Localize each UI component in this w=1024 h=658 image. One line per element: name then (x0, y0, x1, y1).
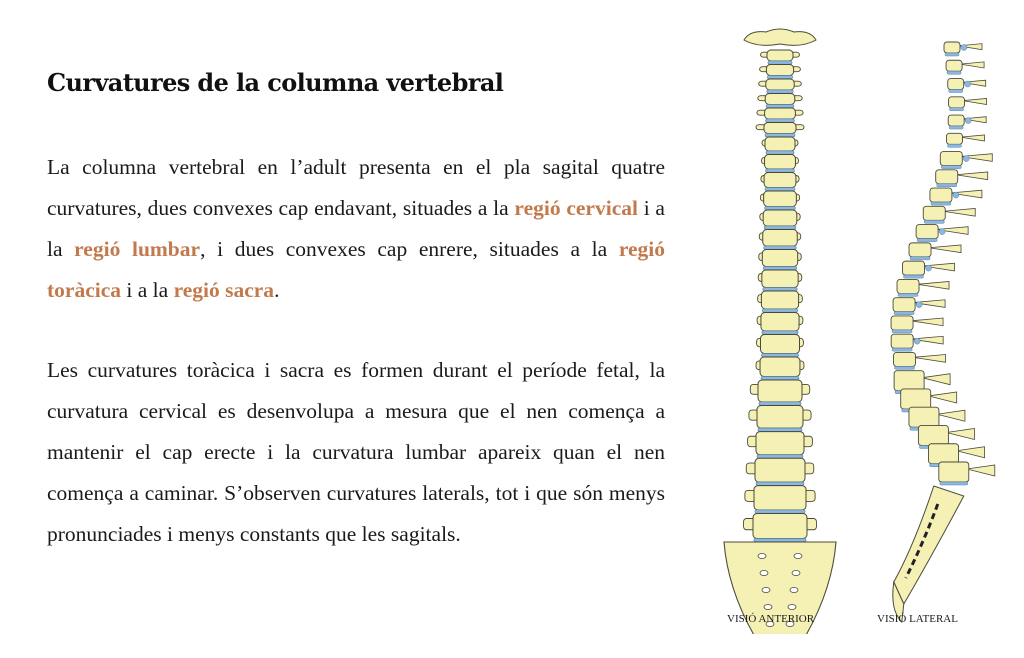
rib-facet (939, 229, 945, 235)
spinous-process (960, 135, 984, 141)
rib-facet (925, 265, 931, 271)
vertebra-lateral (930, 188, 952, 202)
vertebra-anterior (763, 210, 797, 226)
rib-facet (916, 302, 922, 308)
intervertebral-disc (892, 330, 912, 333)
intervertebral-disc (903, 275, 923, 278)
vertebra-anterior (753, 514, 807, 539)
intervertebral-disc (759, 402, 801, 405)
sacral-foramen (758, 553, 766, 558)
intervertebral-disc (947, 144, 961, 147)
sacral-foramen (762, 587, 770, 592)
intervertebral-disc (924, 220, 944, 223)
vertebra-anterior (755, 458, 805, 482)
intervertebral-disc (766, 151, 794, 154)
paragraph1-text: . (274, 278, 280, 302)
rib-facet (965, 81, 971, 87)
rib-facet (953, 192, 959, 198)
intervertebral-disc (766, 119, 795, 122)
intervertebral-disc (758, 428, 802, 431)
intervertebral-disc (765, 188, 795, 191)
vertebra-anterior (764, 173, 796, 188)
intervertebral-disc (941, 166, 961, 169)
intervertebral-disc (917, 239, 937, 242)
intervertebral-disc (763, 267, 796, 270)
intervertebral-disc (762, 331, 798, 334)
sacral-foramen (788, 604, 796, 609)
paragraph1-text: , i dues convexes cap enrere, situades a la (200, 237, 619, 261)
vertebra-lateral (894, 371, 924, 391)
intervertebral-disc (761, 377, 799, 380)
intervertebral-disc (949, 126, 963, 129)
spinous-process (922, 374, 950, 385)
spinous-process (956, 172, 988, 180)
sacral-foramen (794, 553, 802, 558)
intervertebral-disc (763, 288, 797, 291)
vertebra-lateral (909, 243, 931, 257)
vertebra-lateral (949, 97, 965, 108)
vertebra-lateral (940, 152, 962, 166)
rib-facet (965, 118, 971, 124)
vertebra-anterior (764, 191, 797, 207)
vertebra-lateral (936, 170, 958, 184)
vertebra-lateral (893, 298, 915, 312)
spinous-process (957, 447, 985, 458)
intervertebral-disc (767, 76, 792, 79)
intervertebral-disc (768, 61, 792, 64)
rib-facet (914, 338, 920, 344)
intervertebral-disc (755, 510, 805, 513)
vertebra-anterior (761, 335, 800, 354)
sacral-foramen (792, 570, 800, 575)
highlight-thoracic: regió toràcica (47, 237, 665, 302)
vertebra-anterior (762, 270, 798, 288)
vertebra-lateral (918, 425, 948, 445)
vertebra-anterior (765, 137, 795, 151)
vertebra-lateral (923, 206, 945, 220)
spinous-process (937, 410, 965, 421)
vertebra-lateral (929, 444, 959, 464)
spinous-process (960, 62, 984, 68)
intervertebral-disc (892, 348, 912, 351)
spinous-process (967, 465, 995, 476)
paragraph-curvatures (47, 147, 665, 311)
intervertebral-disc (764, 246, 797, 249)
highlight-lumbar: regió lumbar (74, 237, 201, 261)
intervertebral-disc (898, 293, 918, 296)
vertebra-anterior (767, 50, 793, 61)
intervertebral-disc (765, 134, 795, 137)
vertebra-anterior (756, 432, 804, 455)
atlas-vertebra (744, 29, 816, 45)
intervertebral-disc (762, 354, 799, 357)
vertebra-anterior (754, 486, 806, 510)
vertebra-anterior (764, 123, 796, 134)
vertebra-lateral (946, 60, 962, 71)
spinous-process (911, 318, 943, 326)
spine-illustration (700, 14, 1020, 634)
intervertebral-disc (937, 184, 957, 187)
intervertebral-disc (765, 207, 796, 210)
intervertebral-disc (945, 53, 959, 56)
spinous-process (929, 392, 957, 403)
vertebra-anterior (760, 357, 800, 377)
spinous-process (917, 281, 949, 289)
vertebra-anterior (762, 250, 797, 267)
paragraph1-text: La columna vertebral en l’adult presenta en el pla sagital quatre curvatures, dues convexes cap endavant, situades a la (47, 155, 665, 220)
vertebra-lateral (909, 407, 939, 427)
intervertebral-disc (910, 257, 930, 260)
rib-facet (963, 156, 969, 162)
vertebra-anterior (766, 79, 794, 90)
vertebra-anterior (765, 108, 796, 119)
highlight-cervical: regió cervical (514, 196, 638, 220)
caption-lateral-view: VISIÓ LATERAL (877, 613, 958, 625)
intervertebral-disc (754, 539, 806, 542)
caption-anterior-view: VISIÓ ANTERIOR (727, 613, 815, 625)
paragraph-development: Les curvatures toràcica i sacra es formen durant el període fetal, la curvatura cervical es desenvolupa a mesura que el nen comença a mantenir el cap erecte i la curvatura lumbar apareix quan el nen comença a caminar. S’observen curvatures laterals, tot i que són menys pronunciades i menys constants que les sagitals. (47, 358, 665, 546)
sacral-foramen (760, 570, 768, 575)
intervertebral-disc (949, 90, 963, 93)
spinous-process (943, 208, 975, 216)
intervertebral-disc (895, 366, 915, 369)
intervertebral-disc (757, 455, 803, 458)
vertebra-anterior (765, 155, 796, 170)
vertebra-anterior (761, 291, 798, 309)
intervertebral-disc (766, 169, 795, 172)
intervertebral-disc (950, 108, 964, 111)
spinous-process (946, 428, 974, 439)
vertebra-lateral (944, 42, 960, 53)
intervertebral-disc (940, 482, 968, 485)
intervertebral-disc (762, 309, 797, 312)
paragraph1-text: i a la (121, 278, 174, 302)
vertebra-lateral (897, 279, 919, 293)
paragraph1-text: i a la (47, 196, 665, 261)
vertebra-lateral (946, 133, 962, 144)
vertebra-lateral (916, 225, 938, 239)
spinous-process (914, 355, 946, 363)
vertebra-anterior (761, 313, 799, 332)
vertebra-lateral (939, 462, 969, 482)
vertebra-lateral (891, 334, 913, 348)
intervertebral-disc (766, 105, 794, 108)
intervertebral-disc (947, 71, 961, 74)
sacral-foramen (790, 587, 798, 592)
spinous-process (963, 98, 987, 104)
highlight-sacral: regió sacra (173, 278, 275, 302)
vertebra-lateral (902, 261, 924, 275)
sacral-foramen (764, 604, 772, 609)
page-title: Curvatures de la columna vertebral (47, 68, 504, 97)
spinous-process (929, 245, 961, 253)
vertebra-anterior (757, 406, 803, 429)
intervertebral-disc (764, 226, 796, 229)
vertebra-anterior (766, 65, 793, 76)
vertebra-lateral (948, 115, 964, 126)
intervertebral-disc (931, 202, 951, 205)
rib-facet (961, 45, 967, 51)
intervertebral-disc (756, 482, 804, 485)
vertebra-lateral (948, 79, 964, 90)
vertebra-anterior (765, 94, 795, 105)
intervertebral-disc (767, 90, 793, 93)
vertebra-anterior (758, 380, 802, 402)
vertebra-lateral (891, 316, 913, 330)
vertebra-lateral (901, 389, 931, 409)
vertebra-lateral (894, 352, 916, 366)
vertebra-anterior (763, 230, 798, 247)
sacrum-lateral (894, 486, 964, 604)
intervertebral-disc (894, 312, 914, 315)
